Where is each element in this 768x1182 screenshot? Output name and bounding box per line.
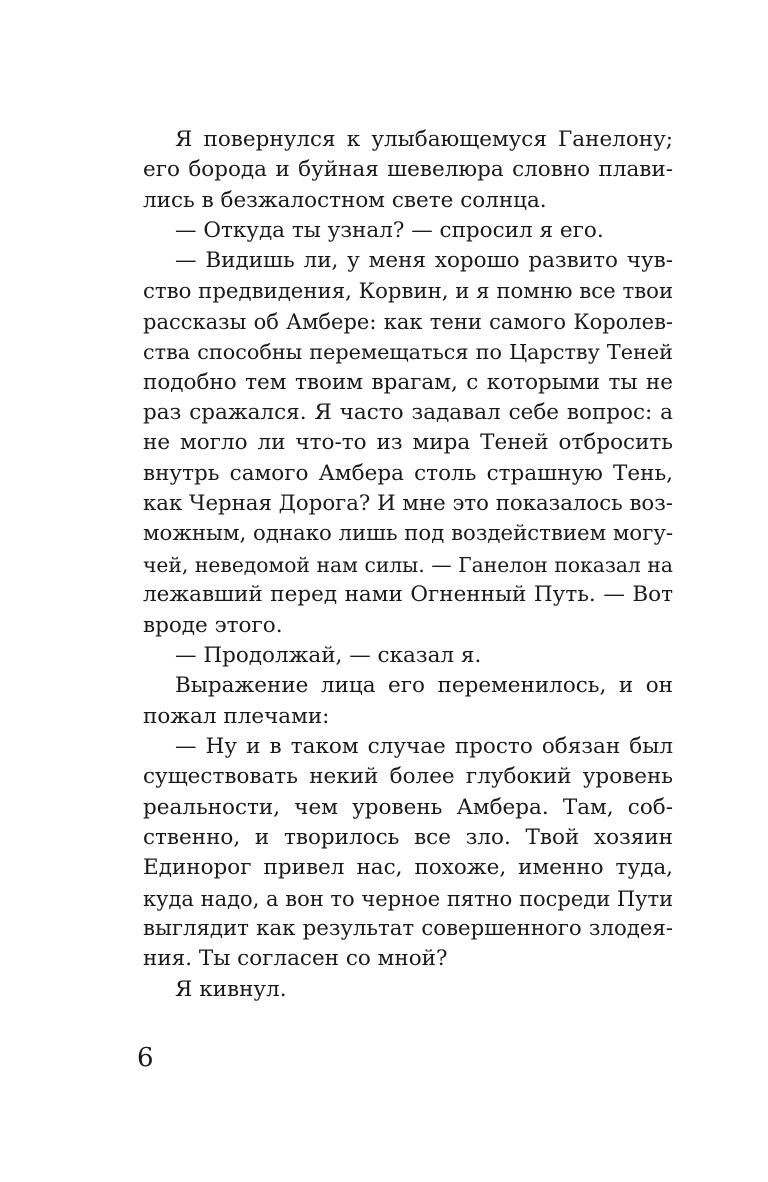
text-line: его борода и буйная шевелюра словно плави- [143, 157, 673, 183]
text-line: — Продолжай, — сказал я. [175, 642, 482, 668]
text-line: ство предвидения, Корвин, и я помню все твои [143, 278, 674, 304]
page-body-text [143, 125, 673, 1005]
text-line: лежавший перед нами Огненный Путь. — Вот [143, 582, 673, 608]
text-line: лись в безжалостном свете солнца. [143, 187, 547, 213]
text-line: внутрь самого Амбера столь страшную Тень, [143, 460, 673, 486]
text-line: выглядит как результат совершенного злодея- [143, 915, 673, 941]
text-line: — Ну и в таком случае просто обязан был [175, 733, 673, 759]
text-line: раз сражался. Я часто задавал себе вопрос: а [143, 400, 673, 426]
text-line: Единорог привел нас, похоже, именно туда, [143, 855, 673, 881]
page-number: 6 [137, 1043, 154, 1073]
text-line: не могло ли что-то из мира Теней отбросить [143, 430, 673, 456]
text-line: рассказы об Амбере: как тени самого Королев- [143, 310, 673, 335]
text-line: ния. Ты согласен со мной? [143, 946, 448, 972]
text-line: — Видишь ли, у меня хорошо развито чув- [175, 248, 673, 274]
text-line: Я повернулся к улыбающемуся Ганелону; [175, 127, 673, 152]
text-line: чей, неведомой нам силы. — Ганелон показал на [143, 552, 673, 577]
text-line: ства способны перемещаться по Царству Теней [143, 340, 673, 365]
text-line: реальности, чем уровень Амбера. Там, соб- [143, 794, 673, 820]
text-line: вроде этого. [143, 612, 283, 638]
text-line: существовать некий более глубокий уровень [143, 764, 673, 790]
text-line: куда надо, а вон то черное пятно посреди Пути [143, 886, 674, 911]
text-line: как Черная Дорога? И мне это показалось воз- [143, 491, 673, 517]
text-line: подобно тем твоим врагам, с которыми ты не [143, 369, 673, 395]
text-line: ственно, и творилось все зло. Твой хозяин [143, 824, 673, 850]
text-line: — Откуда ты узнал? — спросил я его. [175, 218, 604, 244]
text-line: пожал плечами: [143, 703, 330, 729]
text-line: Выражение лица его переменилось, и он [175, 673, 673, 699]
text-line: можным, однако лишь под воздействием могу- [143, 521, 674, 547]
text-line: Я кивнул. [175, 976, 287, 1002]
